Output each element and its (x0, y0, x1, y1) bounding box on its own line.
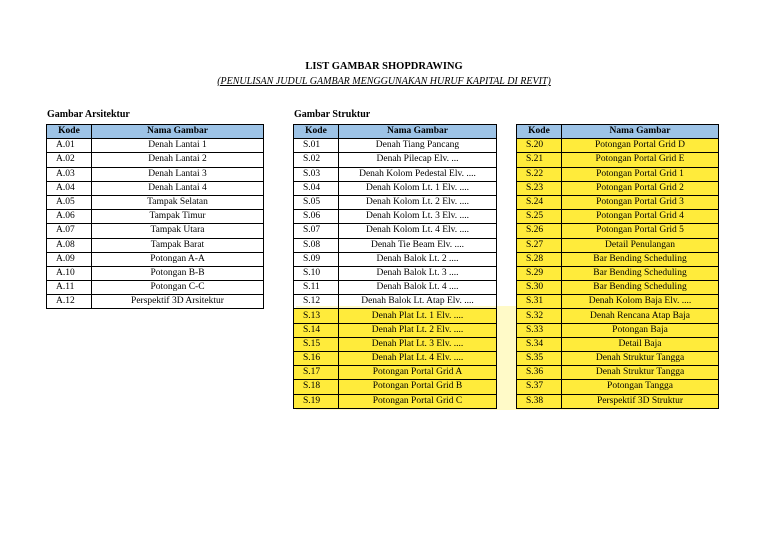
cell-nama-gambar: Potongan B-B (92, 266, 264, 280)
cell-kode: S.08 (294, 238, 339, 252)
table-row (517, 210, 719, 224)
cell-kode: S.24 (517, 195, 562, 209)
cell-kode: S.15 (294, 337, 339, 351)
cell-kode: S.09 (294, 252, 339, 266)
cell-nama-gambar: Denah Plat Lt. 1 Elv. .... (339, 309, 497, 323)
table-row (294, 252, 497, 266)
table-row (517, 281, 719, 295)
cell-nama-gambar: Denah Balok Lt. 2 .... (339, 252, 497, 266)
table-row (47, 167, 264, 181)
cell-nama-gambar: Tampak Timur (92, 210, 264, 224)
cell-nama-gambar: Tampak Barat (92, 238, 264, 252)
cell-nama-gambar: Denah Struktur Tangga (562, 366, 719, 380)
cell-nama-gambar: Potongan Portal Grid 5 (562, 224, 719, 238)
cell-kode: S.26 (517, 224, 562, 238)
cell-kode: S.22 (517, 167, 562, 181)
cell-kode: S.28 (517, 252, 562, 266)
cell-kode: S.35 (517, 352, 562, 366)
table-row (517, 323, 719, 337)
cell-nama-gambar: Potongan Baja (562, 323, 719, 337)
cell-nama-gambar: Potongan Portal Grid E (562, 153, 719, 167)
table-row (294, 309, 497, 323)
table-row (47, 195, 264, 209)
cell-kode: S.18 (294, 380, 339, 394)
cell-nama-gambar: Potongan Portal Grid D (562, 139, 719, 153)
cell-nama-gambar: Denah Lantai 3 (92, 167, 264, 181)
cell-kode: S.16 (294, 352, 339, 366)
table-row (294, 352, 497, 366)
cell-nama-gambar: Potongan Portal Grid 1 (562, 167, 719, 181)
cell-nama-gambar: Perspektif 3D Struktur (562, 394, 719, 408)
table-row (517, 337, 719, 351)
cell-kode: S.02 (294, 153, 339, 167)
page-subtitle: (PENULISAN JUDUL GAMBAR MENGGUNAKAN HURUF KAPITAL DI REVIT) (217, 76, 551, 87)
table-row (294, 281, 497, 295)
cell-kode: S.31 (517, 295, 562, 309)
cell-kode: S.17 (294, 366, 339, 380)
table-row (47, 252, 264, 266)
cell-nama-gambar: Denah Kolom Lt. 1 Elv. .... (339, 181, 497, 195)
cell-nama-gambar: Tampak Utara (92, 224, 264, 238)
table-row (47, 181, 264, 195)
cell-kode: S.29 (517, 266, 562, 280)
cell-kode: A.06 (47, 210, 92, 224)
table-row (517, 266, 719, 280)
cell-nama-gambar: Potongan Portal Grid C (339, 394, 497, 408)
cell-nama-gambar: Denah Plat Lt. 4 Elv. .... (339, 352, 497, 366)
table-row (294, 139, 497, 153)
cell-nama-gambar: Potongan Tangga (562, 380, 719, 394)
cell-kode: A.07 (47, 224, 92, 238)
cell-nama-gambar: Denah Tiang Pancang (339, 139, 497, 153)
cell-nama-gambar: Potongan Portal Grid A (339, 366, 497, 380)
column-header-nama: Nama Gambar (92, 125, 264, 139)
table-row (517, 139, 719, 153)
table-row (517, 295, 719, 309)
table-row (517, 167, 719, 181)
cell-nama-gambar: Denah Balok Lt. 4 .... (339, 281, 497, 295)
cell-kode: S.06 (294, 210, 339, 224)
cell-nama-gambar: Denah Lantai 1 (92, 139, 264, 153)
table-row (517, 366, 719, 380)
cell-kode: S.32 (517, 309, 562, 323)
struktur-table-1 (293, 124, 497, 409)
cell-nama-gambar: Denah Tie Beam Elv. .... (339, 238, 497, 252)
cell-nama-gambar: Denah Kolom Pedestal Elv. .... (339, 167, 497, 181)
table-row (294, 394, 497, 408)
table-row (47, 281, 264, 295)
cell-kode: A.10 (47, 266, 92, 280)
cell-nama-gambar: Detail Penulangan (562, 238, 719, 252)
cell-kode: S.03 (294, 167, 339, 181)
cell-nama-gambar: Potongan Portal Grid 4 (562, 210, 719, 224)
table-row (47, 295, 264, 309)
cell-kode: A.04 (47, 181, 92, 195)
table-row (517, 309, 719, 323)
table-row (517, 153, 719, 167)
cell-kode: S.33 (517, 323, 562, 337)
cell-nama-gambar: Denah Kolom Lt. 3 Elv. .... (339, 210, 497, 224)
cell-kode: A.09 (47, 252, 92, 266)
cell-nama-gambar: Potongan Portal Grid 3 (562, 195, 719, 209)
table-row (294, 195, 497, 209)
table-row (294, 210, 497, 224)
cell-kode: S.19 (294, 394, 339, 408)
table-row (294, 238, 497, 252)
table-row (47, 139, 264, 153)
table-row (294, 337, 497, 351)
cell-nama-gambar: Detail Baja (562, 337, 719, 351)
cell-kode: S.11 (294, 281, 339, 295)
table-row (517, 195, 719, 209)
column-header-kode: Kode (47, 125, 92, 139)
cell-nama-gambar: Bar Bending Scheduling (562, 281, 719, 295)
cell-nama-gambar: Potongan Portal Grid B (339, 380, 497, 394)
cell-kode: A.01 (47, 139, 92, 153)
cell-nama-gambar: Denah Lantai 2 (92, 153, 264, 167)
cell-kode: A.05 (47, 195, 92, 209)
table-header-row (47, 125, 264, 139)
cell-nama-gambar: Denah Plat Lt. 3 Elv. .... (339, 337, 497, 351)
cell-kode: S.21 (517, 153, 562, 167)
cell-kode: S.23 (517, 181, 562, 195)
table-row (517, 181, 719, 195)
column-header-kode: Kode (294, 125, 339, 139)
cell-kode: S.30 (517, 281, 562, 295)
table-row (294, 366, 497, 380)
cell-kode: S.34 (517, 337, 562, 351)
cell-kode: S.38 (517, 394, 562, 408)
cell-nama-gambar: Potongan C-C (92, 281, 264, 295)
cell-nama-gambar: Denah Kolom Lt. 4 Elv. .... (339, 224, 497, 238)
cell-kode: A.08 (47, 238, 92, 252)
table-row (47, 153, 264, 167)
cell-nama-gambar: Perspektif 3D Arsitektur (92, 295, 264, 309)
table-row (517, 380, 719, 394)
cell-nama-gambar: Denah Plat Lt. 2 Elv. .... (339, 323, 497, 337)
column-header-kode: Kode (517, 125, 562, 139)
cell-kode: S.07 (294, 224, 339, 238)
cell-kode: S.36 (517, 366, 562, 380)
cell-nama-gambar: Denah Lantai 4 (92, 181, 264, 195)
table-row (47, 238, 264, 252)
struktur-table-2 (516, 124, 719, 409)
cell-nama-gambar: Denah Balok Lt. 3 .... (339, 266, 497, 280)
table-header-row (294, 125, 497, 139)
cell-nama-gambar: Bar Bending Scheduling (562, 252, 719, 266)
cell-nama-gambar: Potongan A-A (92, 252, 264, 266)
column-header-nama: Nama Gambar (562, 125, 719, 139)
section-label-struktur: Gambar Struktur (294, 109, 371, 120)
cell-nama-gambar: Denah Kolom Baja Elv. .... (562, 295, 719, 309)
cell-nama-gambar: Denah Balok Lt. Atap Elv. .... (339, 295, 497, 309)
table-row (294, 181, 497, 195)
cell-kode: S.01 (294, 139, 339, 153)
table-row (294, 224, 497, 238)
table-row (47, 210, 264, 224)
table-row (47, 266, 264, 280)
arsitektur-table (46, 124, 264, 309)
cell-kode: A.02 (47, 153, 92, 167)
cell-nama-gambar: Denah Struktur Tangga (562, 352, 719, 366)
cell-nama-gambar: Potongan Portal Grid 2 (562, 181, 719, 195)
cell-kode: A.12 (47, 295, 92, 309)
column-header-nama: Nama Gambar (339, 125, 497, 139)
cell-nama-gambar: Denah Pilecap Elv. ... (339, 153, 497, 167)
table-row (294, 153, 497, 167)
page-title: LIST GAMBAR SHOPDRAWING (305, 61, 463, 72)
cell-kode: S.14 (294, 323, 339, 337)
table-header-row (517, 125, 719, 139)
table-row (294, 167, 497, 181)
cell-kode: S.12 (294, 295, 339, 309)
cell-kode: S.05 (294, 195, 339, 209)
cell-nama-gambar: Denah Kolom Lt. 2 Elv. .... (339, 195, 497, 209)
table-row (47, 224, 264, 238)
table-row (294, 266, 497, 280)
table-row (517, 238, 719, 252)
cell-kode: S.13 (294, 309, 339, 323)
section-label-arsitektur: Gambar Arsitektur (47, 109, 130, 120)
cell-kode: A.11 (47, 281, 92, 295)
table-row (517, 224, 719, 238)
cell-nama-gambar: Denah Rencana Atap Baja (562, 309, 719, 323)
cell-kode: S.37 (517, 380, 562, 394)
cell-kode: S.10 (294, 266, 339, 280)
cell-kode: S.27 (517, 238, 562, 252)
cell-nama-gambar: Bar Bending Scheduling (562, 266, 719, 280)
table-row (517, 394, 719, 408)
table-row (294, 380, 497, 394)
table-row (294, 295, 497, 309)
table-row (517, 252, 719, 266)
cell-kode: S.25 (517, 210, 562, 224)
table-row (294, 323, 497, 337)
cell-kode: S.04 (294, 181, 339, 195)
cell-kode: S.20 (517, 139, 562, 153)
cell-kode: A.03 (47, 167, 92, 181)
cell-nama-gambar: Tampak Selatan (92, 195, 264, 209)
table-row (517, 352, 719, 366)
